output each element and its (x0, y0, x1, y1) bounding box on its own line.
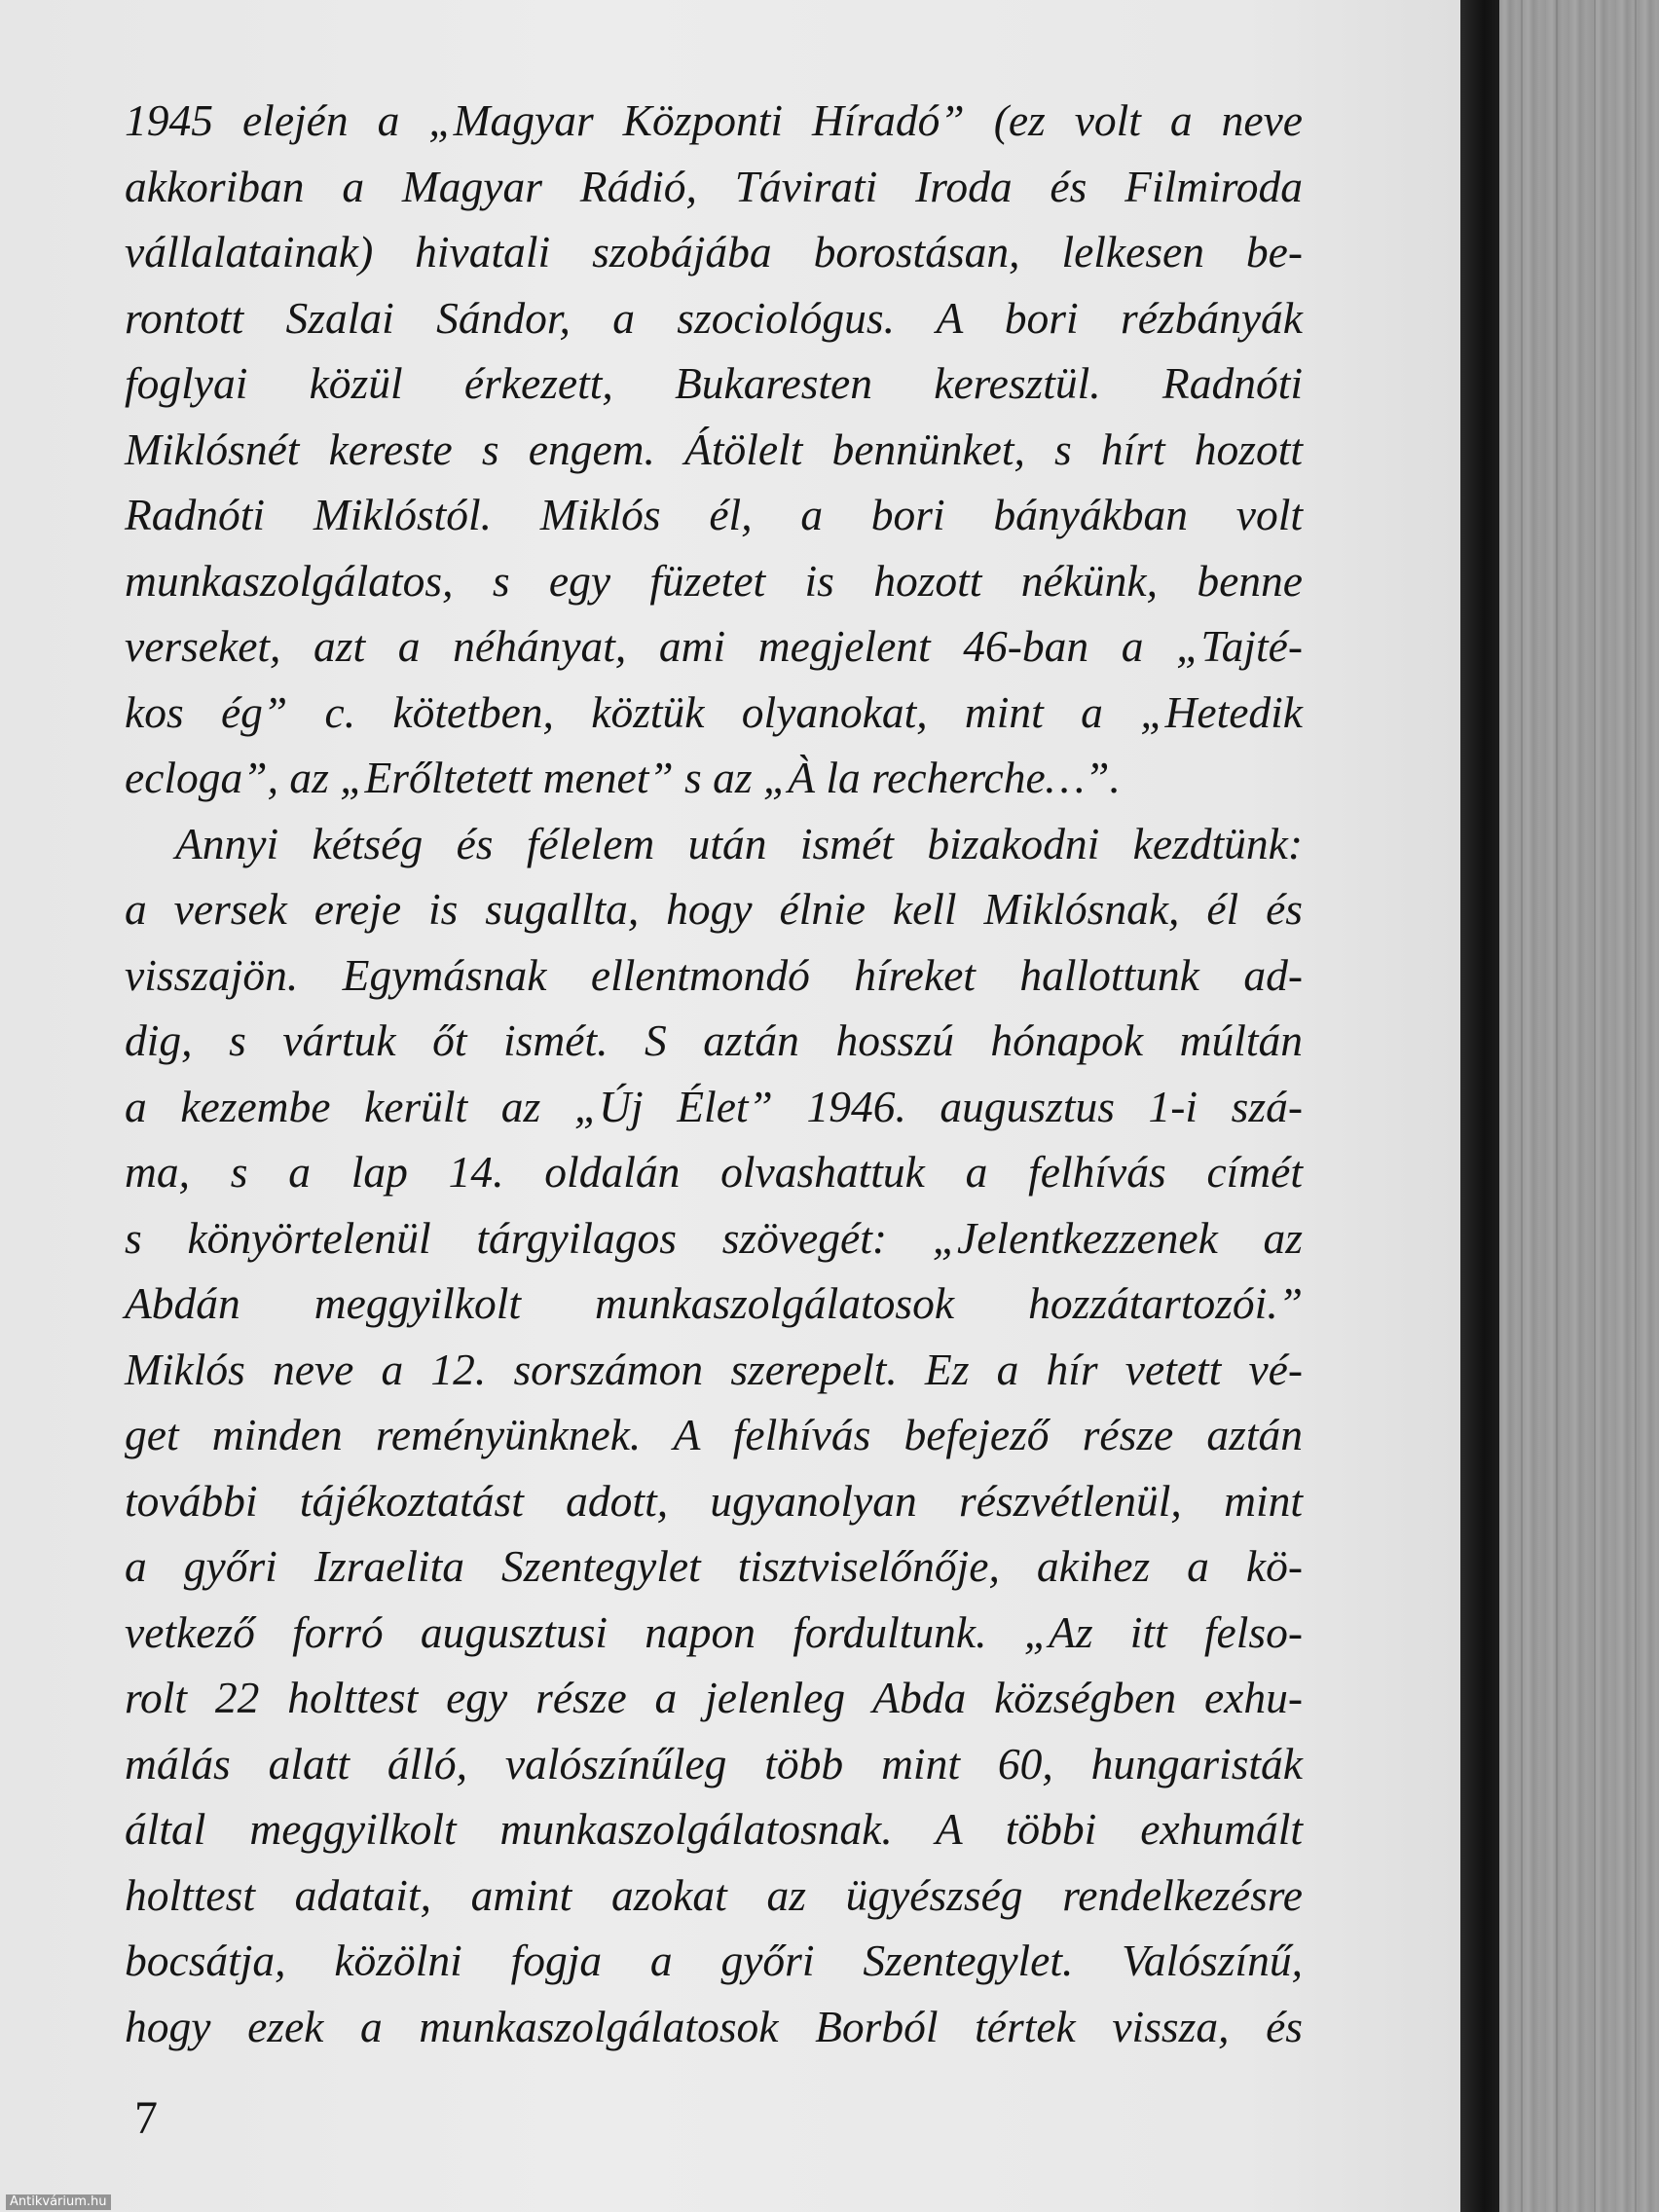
text-line: visszajön. Egymásnak ellentmondó híreket hallottunk ad- (125, 949, 1303, 1000)
text-line: verseket, azt a néhányat, ami megjelent 46-ban a „Tajté- (125, 621, 1303, 671)
text-line: Radnóti Miklóstól. Miklós él, a bori bányákban volt (125, 490, 1303, 539)
text-line: rontott Szalai Sándor, a szociológus. A bori rézbányák (125, 292, 1303, 343)
text-line: további tájékoztatást adott, ugyanolyan részvétlenül, mint (125, 1475, 1303, 1526)
text-line: foglyai közül érkezett, Bukaresten keresztül. Radnóti (125, 358, 1303, 408)
text-line: által meggyilkolt munkaszolgálatosnak. A többi exhumált (125, 1804, 1303, 1854)
text-line: akkoriban a Magyar Rádió, Távirati Iroda és Filmiroda (125, 161, 1303, 211)
text-line: 1945 elején a „Magyar Központi Híradó” (ez volt a neve (125, 95, 1303, 145)
text-line: a győri Izraelita Szentegylet tisztviselőnője, akihez a kö- (125, 1541, 1303, 1591)
text-line: Miklós neve a 12. sorszámon szerepelt. Ez a hír vetett vé- (125, 1344, 1303, 1394)
page-number: 7 (134, 2092, 158, 2144)
background-surface (1499, 0, 1659, 2212)
text-line: Abdán meggyilkolt munkaszolgálatosok hozzátartozói.” (125, 1278, 1303, 1328)
text-line: ma, s a lap 14. oldalán olvashattuk a felhívás címét (125, 1147, 1303, 1197)
text-line: s könyörtelenül tárgyilagos szövegét: „Jelentkezzenek az (125, 1212, 1303, 1263)
text-line: hogy ezek a munkaszolgálatosok Borból tértek vissza, és (125, 2001, 1303, 2051)
watermark: Antikvárium.hu (6, 2194, 111, 2210)
text-line: get minden reményünknek. A felhívás befejező része aztán (125, 1410, 1303, 1459)
text-line: bocsátja, közölni fogja a győri Szentegylet. Valószínű, (125, 1936, 1303, 1985)
text-line: holttest adatait, amint azokat az ügyészség rendelkezésre (125, 1869, 1303, 1920)
text-line: a kezembe került az „Új Élet” 1946. augusztus 1-i szá- (125, 1081, 1303, 1131)
text-line: Miklósnét kereste s engem. Átölelt bennünket, s hírt hozott (125, 424, 1303, 474)
text-line: málás alatt álló, valószínűleg több mint 60, hungaristák (125, 1738, 1303, 1788)
text-line: a versek ereje is sugallta, hogy élnie kell Miklósnak, él és (125, 884, 1303, 934)
text-line: Annyi kétség és félelem után ismét bizakodni kezdtünk: (175, 818, 1303, 868)
text-line: munkaszolgálatos, s egy füzetet is hozott nékünk, benne (125, 555, 1303, 606)
book-spine-edge (1460, 0, 1499, 2212)
text-line: kos ég” c. kötetben, köztük olyanokat, mint a „Hetedik (125, 686, 1303, 737)
text-line: vállalatainak) hivatali szobájába borostásan, lelkesen be- (125, 227, 1303, 276)
text-line: vetkező forró augusztusi napon fordultunk. „Az itt felso- (125, 1606, 1303, 1657)
text-line: rolt 22 holttest egy része a jelenleg Abda községben exhu- (125, 1673, 1303, 1722)
body-text (125, 88, 1303, 2059)
text-line: ecloga”, az „Erőltetett menet” s az „À la recherche…”. (125, 753, 1121, 802)
text-line: dig, s vártuk őt ismét. S aztán hosszú hónapok múltán (125, 1015, 1303, 1065)
